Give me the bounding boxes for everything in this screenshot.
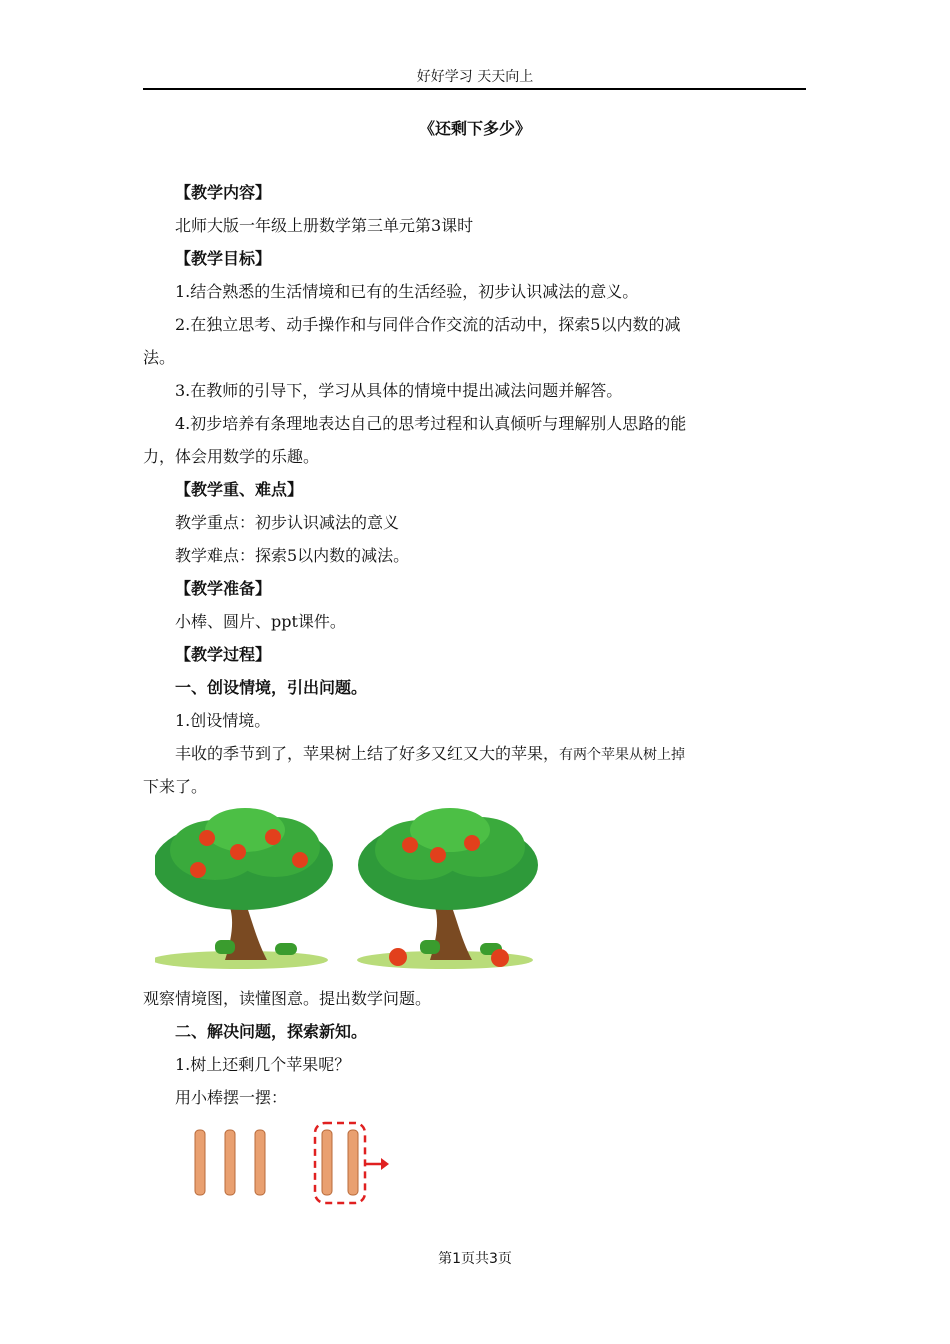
step2-question: 1.树上还剩几个苹果呢？ xyxy=(175,1055,351,1074)
stick-group-removed xyxy=(315,1123,389,1203)
preparation-text: 小棒、圆片、ppt课件。 xyxy=(175,612,346,631)
content-text: 北师大版一年级上册数学第三单元第3课时 xyxy=(175,216,474,235)
goal-1: 1.结合熟悉的生活情境和已有的生活经验，初步认识减法的意义。 xyxy=(175,282,639,301)
apple-trees-illustration xyxy=(155,805,555,975)
goal-3: 3.在教师的引导下，学习从具体的情境中提出减法问题并解答。 xyxy=(175,381,623,400)
step1-text-small: 有两个苹果从树上掉 xyxy=(559,747,686,763)
stick-group-remaining xyxy=(195,1130,265,1195)
key-point: 教学重点：初步认识减法的意义 xyxy=(175,513,400,532)
heading-process: 【教学过程】 xyxy=(175,645,272,664)
header-rule xyxy=(143,88,806,90)
observe-text: 观察情境图，读懂图意。提出数学问题。 xyxy=(143,989,432,1008)
goal-2-line-2: 法。 xyxy=(143,348,176,367)
step2-heading: 二、解决问题，探索新知。 xyxy=(175,1022,368,1041)
heading-content: 【教学内容】 xyxy=(175,183,272,202)
counting-sticks-illustration xyxy=(185,1118,405,1208)
tree-fallen-apples xyxy=(357,808,538,969)
heading-preparation: 【教学准备】 xyxy=(175,579,272,598)
step1-subheading: 1.创设情境。 xyxy=(175,711,271,730)
step1-heading: 一、创设情境，引出问题。 xyxy=(175,678,368,697)
goal-2-line-1: 2.在独立思考、动手操作和与同伴合作交流的活动中，探索5以内数的减 xyxy=(175,315,681,334)
page-header: 好好学习 天天向上 xyxy=(416,69,534,85)
heading-goals: 【教学目标】 xyxy=(175,249,272,268)
document-title: 《还剩下多少》 xyxy=(418,119,531,138)
heading-key-points: 【教学重、难点】 xyxy=(175,480,304,499)
step1-text-line-2: 下来了。 xyxy=(143,777,208,796)
step2-sticks-text: 用小棒摆一摆： xyxy=(175,1088,288,1107)
step1-text-line-1 xyxy=(143,743,806,766)
page-footer: 第1页共3页 xyxy=(438,1251,512,1267)
goal-4-line-2: 力，体会用数学的乐趣。 xyxy=(143,447,320,466)
step1-text-main: 丰收的季节到了，苹果树上结了好多又红又大的苹果， xyxy=(175,744,560,763)
goal-4-line-1: 4.初步培养有条理地表达自己的思考过程和认真倾听与理解别人思路的能 xyxy=(175,414,687,433)
tree-full xyxy=(155,808,333,969)
difficult-point: 教学难点：探索5以内数的减法。 xyxy=(175,546,410,565)
